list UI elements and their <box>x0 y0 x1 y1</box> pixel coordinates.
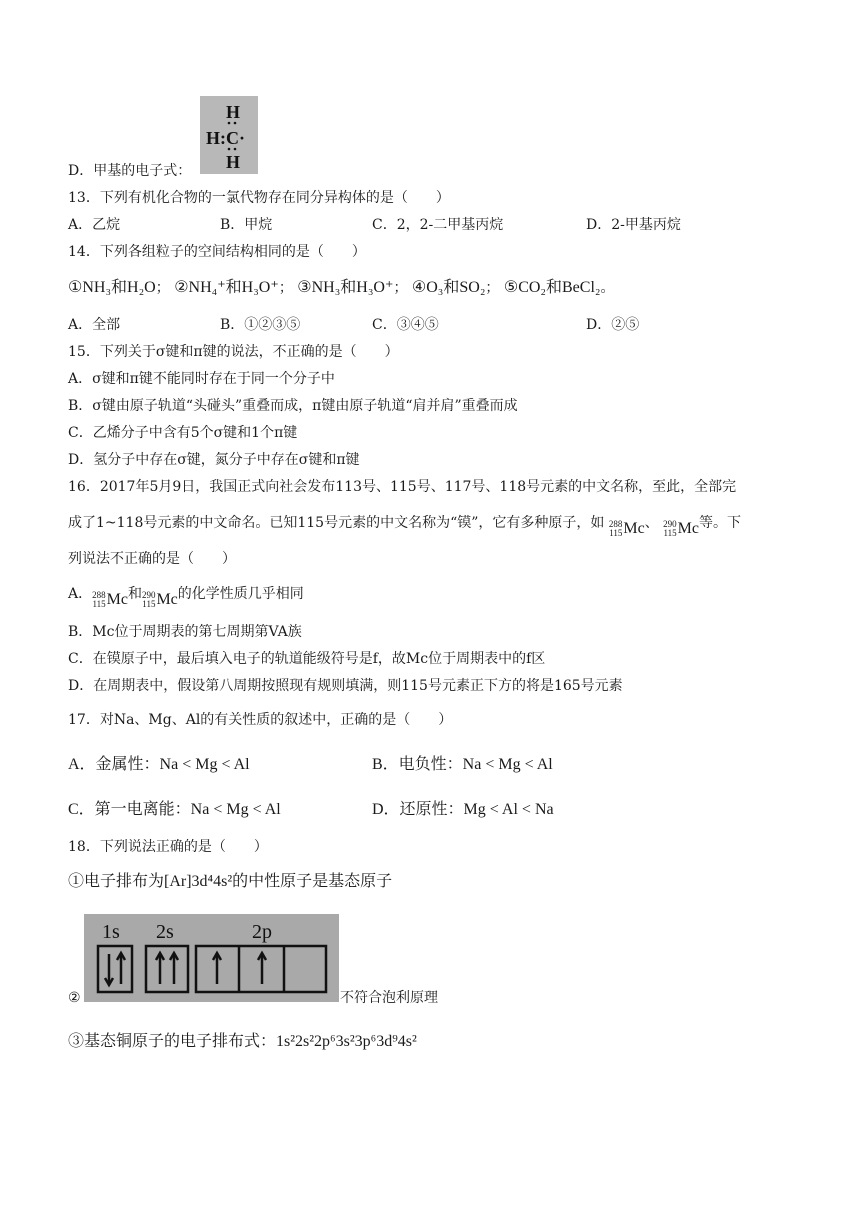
q14-option-c: C．③④⑤ <box>372 317 439 333</box>
q16-option-a-text: 的化学性质几乎相同 <box>177 586 304 602</box>
isotope-mc-288: 288 115 Mc <box>92 590 128 609</box>
q16-option-c: C．在镆原子中，最后填入电子的轨道能级符号是f，故Mc位于周期表中的f区 <box>68 651 546 667</box>
orbital-label-2p: 2p <box>252 921 272 943</box>
q16-option-d: D．在周期表中，假设第八周期按照现有规则填满，则115号元素正下方的将是165号元素 <box>68 678 623 694</box>
isotope-symbol: Mc <box>677 520 699 537</box>
q16-stem-line2-text: 成了1~118号元素的中文命名。已知115号元素的中文名称为“镆”，它有多种原子，如 <box>68 515 605 531</box>
isotope-mc-290: 290 115 Mc <box>141 590 178 609</box>
orbital-label-1s: 1s <box>102 921 120 943</box>
q16-stem-line2: 成了1~118号元素的中文命名。已知115号元素的中文名称为“镆”，它有多种原子，如 288 115 Mc 、 290 115 Mc 等。下 <box>68 515 741 538</box>
q17-option-b: B．电负性：Na < Mg < Al <box>372 756 553 773</box>
q15-option-d: D．氢分子中存在σ键，氮分子中存在σ键和π键 <box>68 452 360 468</box>
q17-option-d: D．还原性：Mg < Al < Na <box>372 801 554 818</box>
orbital-diagram-image <box>84 914 339 1002</box>
q14-group-1: ①NH₃和H₂O <box>68 279 156 296</box>
q14-stem: 14．下列各组粒子的空间结构相同的是（ ） <box>68 244 366 260</box>
q14-group-3: ③NH₃和H₃O⁺ <box>297 279 394 296</box>
q16-stem-line3: 列说法不正确的是（ ） <box>68 551 236 567</box>
isotope-mass-290: 290 <box>663 519 677 529</box>
isotope-mc-290 <box>663 519 699 539</box>
q15-stem: 15．下列关于σ键和π键的说法，不正确的是（ ） <box>68 344 399 360</box>
q16-stem-line2-tail: 等。下 <box>698 515 741 531</box>
q14-option-d: D．②⑤ <box>586 317 640 333</box>
q17-option-a: A．金属性：Na < Mg < Al <box>68 756 250 773</box>
q12-option-d: D．甲基的电子式： <box>68 163 192 179</box>
q18-item-3: ③基态铜原子的电子排布式：1s²2s²2p⁶3s²3p⁶3d⁹4s² <box>68 1033 417 1050</box>
q13-option-d: D．2-甲基丙烷 <box>586 217 681 233</box>
q14-group-5: ⑤CO₂和BeCl₂ <box>503 279 601 296</box>
methyl-row-2: H:C· <box>206 128 245 148</box>
q14-option-b: B．①②③⑤ <box>220 317 301 333</box>
q15-option-b: B．σ键由原子轨道“头碰头”重叠而成，π键由原子轨道“肩并肩”重叠而成 <box>68 398 518 414</box>
methyl-row-3: H <box>226 152 241 172</box>
q18-item-2-prefix: ② <box>68 990 81 1006</box>
q16-stem-line1: 16．2017年5月9日，我国正式向社会发布113号、115号、117号、118号元素的中文名称，至此，全部完 <box>68 479 737 495</box>
isotope-z: 115 <box>663 528 677 538</box>
q13-option-c: C．2，2-二甲基丙烷 <box>372 217 504 233</box>
q16-option-a: A． 288 115 Mc 和 290 115 Mc 的化学性质几乎相同 <box>68 586 304 609</box>
q15-option-a: A．σ键和π键不能同时存在于同一个分子中 <box>68 371 335 387</box>
q15-option-c: C．乙烯分子中含有5个σ键和1个π键 <box>68 425 298 441</box>
q18-item-2-suffix: 不符合泡利原理 <box>340 990 438 1006</box>
isotope-mass-288: 288 <box>608 519 623 529</box>
methyl-electron-formula-image <box>200 96 258 174</box>
q16-option-b: B．Mc位于周期表的第七周期第VA族 <box>68 624 302 640</box>
q14-option-a: A．全部 <box>68 317 121 333</box>
methyl-row-1: H <box>226 102 241 122</box>
q13-stem: 13．下列有机化合物的一氯代物存在同分异构体的是（ ） <box>68 190 450 206</box>
q18-stem: 18．下列说法正确的是（ ） <box>68 839 268 855</box>
q13-option-a: A．乙烷 <box>68 217 121 233</box>
isotope-z: 115 <box>609 528 623 538</box>
isotope-mc-288 <box>609 519 645 539</box>
q17-option-c: C．第一电离能：Na < Mg < Al <box>68 801 281 818</box>
orbital-label-2s: 2s <box>156 921 174 943</box>
q17-stem: 17．对Na、Mg、Al的有关性质的叙述中，正确的是（ ） <box>68 712 453 728</box>
q14-groups: ①NH₃和H₂O； ②NH₄⁺和H₃O⁺； ③NH₃和H₃O⁺； ④O₃和SO₂； ⑤CO₂和BeCl₂。 <box>68 279 615 296</box>
q13-option-b: B．甲烷 <box>220 217 273 233</box>
isotope-symbol: Mc <box>623 520 645 537</box>
q14-group-4: ④O₃和SO₂ <box>411 279 486 296</box>
q14-group-2: ②NH₄⁺和H₃O⁺ <box>174 279 279 296</box>
q18-item-1: ①电子排布为[Ar]3d⁴4s²的中性原子是基态原子 <box>68 873 393 890</box>
